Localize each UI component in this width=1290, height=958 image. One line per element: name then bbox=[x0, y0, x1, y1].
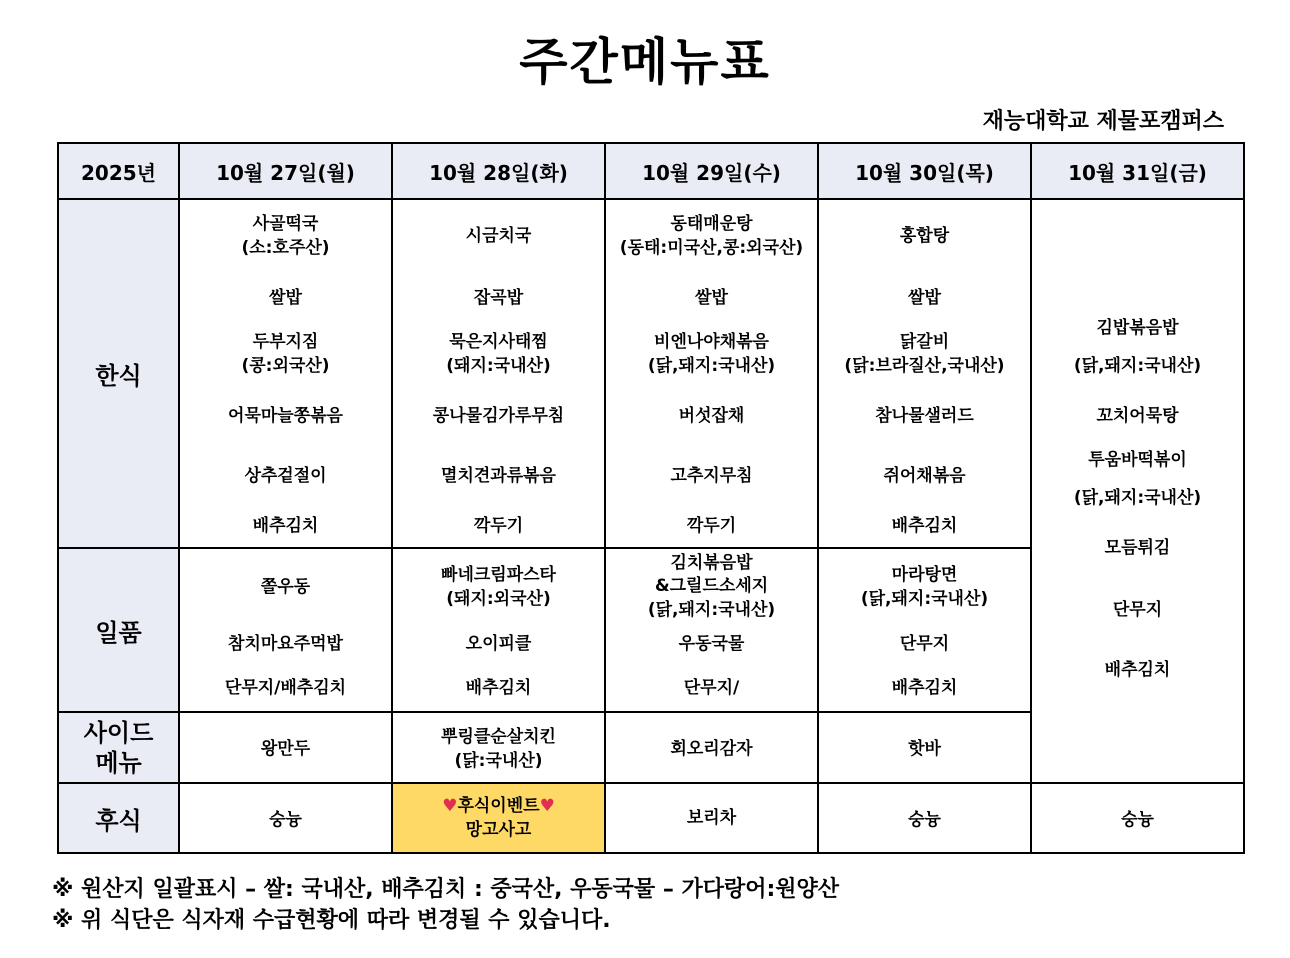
menu-item: 비엔나야채볶음 bbox=[654, 332, 769, 352]
menu-item: 깍두기 bbox=[473, 516, 524, 536]
menu-item: 우동국물 bbox=[678, 634, 745, 654]
menu-item: (돼지:외국산) bbox=[446, 589, 551, 609]
menu-item: 시금치국 bbox=[465, 226, 532, 246]
menu-item: 숭늉 bbox=[269, 810, 302, 830]
menu-item: (닭,돼지:국내산) bbox=[647, 356, 776, 376]
menu-item: 쌀밥 bbox=[908, 288, 941, 308]
menu-item: 멸치견과류볶음 bbox=[441, 466, 556, 486]
menu-item: 오이피클 bbox=[465, 634, 532, 654]
menu-item: (닭:국내산) bbox=[454, 751, 543, 771]
menu-item: 쫄우동 bbox=[260, 577, 311, 597]
korean-tue bbox=[392, 199, 605, 548]
menu-item: 어묵마늘쫑볶음 bbox=[228, 406, 343, 426]
dessert-row bbox=[58, 783, 1244, 853]
ilpum-tue bbox=[392, 548, 605, 712]
menu-item: 고추지무침 bbox=[670, 466, 753, 486]
origin-note: ※ 원산지 일괄표시 – 쌀: 국내산, 배추김치 : 중국산, 우동국물 – 가다랑어:원양산 bbox=[52, 877, 840, 902]
menu-item: 배추김치 bbox=[891, 516, 958, 536]
day-header-thu: 10월 30일(목) bbox=[818, 143, 1031, 199]
header-row bbox=[58, 143, 1244, 199]
menu-item: 잡곡밥 bbox=[473, 288, 524, 308]
menu-item: &그릴드소세지 bbox=[654, 576, 769, 596]
menu-item: 김밥볶음밥 bbox=[1096, 318, 1179, 338]
page-title: 주간메뉴표 bbox=[519, 33, 771, 91]
row-label-side bbox=[58, 712, 179, 783]
menu-item: 핫바 bbox=[908, 739, 941, 759]
day-header-fri: 10월 31일(금) bbox=[1031, 143, 1244, 199]
menu-item: 사골떡국 bbox=[252, 214, 319, 234]
menu-item: (닭,돼지:국내산) bbox=[647, 600, 776, 620]
menu-item: 홍합탕 bbox=[899, 226, 950, 246]
side-tue bbox=[392, 712, 605, 783]
menu-item: 닭갈비 bbox=[899, 332, 950, 352]
menu-item: 모듬튀김 bbox=[1104, 538, 1171, 558]
menu-item: 배추김치 bbox=[1104, 660, 1171, 680]
heart-icon: ♥ bbox=[442, 796, 458, 816]
dessert-fri bbox=[1031, 783, 1244, 853]
menu-item: 상추겉절이 bbox=[244, 466, 327, 486]
day-header-tue: 10월 28일(화) bbox=[392, 143, 605, 199]
dessert-wed bbox=[605, 783, 818, 853]
menu-item: 참치마요주먹밥 bbox=[228, 634, 343, 654]
menu-item: (소:호주산) bbox=[241, 238, 330, 258]
menu-item: 숭늉 bbox=[1121, 810, 1154, 830]
day-header-mon: 10월 27일(월) bbox=[179, 143, 392, 199]
menu-item: 동태매운탕 bbox=[670, 214, 753, 234]
row-label-side-line2: 메뉴 bbox=[95, 748, 142, 777]
ilpum-wed bbox=[605, 548, 818, 712]
event-label: 후식이벤트 bbox=[457, 796, 540, 816]
ilpum-thu bbox=[818, 548, 1031, 712]
menu-item: 두부지짐 bbox=[252, 332, 319, 352]
ilpum-mon bbox=[179, 548, 392, 712]
korean-wed bbox=[605, 199, 818, 548]
menu-item: (닭,돼지:국내산) bbox=[1073, 488, 1202, 508]
menu-item: 보리차 bbox=[686, 808, 737, 828]
dessert-mon bbox=[179, 783, 392, 853]
row-label-side-line1: 사이드 bbox=[83, 718, 154, 747]
korean-mon bbox=[179, 199, 392, 548]
event-item: 망고사고 bbox=[465, 820, 532, 840]
menu-item: 쌀밥 bbox=[695, 288, 728, 308]
day-header-wed: 10월 29일(수) bbox=[605, 143, 818, 199]
dessert-event-tue bbox=[392, 783, 605, 853]
change-note: ※ 위 식단은 식자재 수급현황에 따라 변경될 수 있습니다. bbox=[52, 908, 611, 933]
row-label-ilpum: 일품 bbox=[58, 548, 179, 712]
menu-item: 버섯잡채 bbox=[678, 406, 745, 426]
menu-item: 투움바떡볶이 bbox=[1088, 450, 1187, 470]
menu-item: (돼지:국내산) bbox=[446, 356, 551, 376]
menu-item: 배추김치 bbox=[465, 678, 532, 698]
menu-item: (닭,돼지:국내산) bbox=[860, 589, 989, 609]
menu-item: 참나물샐러드 bbox=[875, 406, 974, 426]
menu-item: 단무지/ bbox=[683, 678, 740, 698]
weekly-menu-table bbox=[57, 142, 1245, 854]
menu-item: 숭늉 bbox=[908, 810, 941, 830]
menu-item: 빠네크림파스타 bbox=[441, 565, 556, 585]
side-thu bbox=[818, 712, 1031, 783]
menu-item: 콩나물김가루무침 bbox=[432, 406, 565, 426]
menu-item: 김치볶음밥 bbox=[670, 553, 753, 573]
menu-item: 배추김치 bbox=[891, 678, 958, 698]
menu-item: 뿌링클순살치킨 bbox=[441, 727, 556, 747]
year-header: 2025년 bbox=[58, 143, 179, 199]
menu-item: 회오리감자 bbox=[670, 739, 753, 759]
row-label-dessert: 후식 bbox=[58, 783, 179, 853]
menu-item: (콩:외국산) bbox=[241, 356, 330, 376]
dessert-thu bbox=[818, 783, 1031, 853]
menu-item: 쥐어채볶음 bbox=[883, 466, 966, 486]
korean-thu bbox=[818, 199, 1031, 548]
menu-item: 단무지 bbox=[899, 634, 950, 654]
menu-item: 쌀밥 bbox=[269, 288, 302, 308]
korean-row bbox=[58, 199, 1244, 548]
row-label-korean: 한식 bbox=[58, 199, 179, 548]
menu-item: (동태:미국산,콩:외국산) bbox=[619, 238, 804, 258]
event-title bbox=[393, 794, 604, 818]
menu-item: 배추김치 bbox=[252, 516, 319, 536]
campus-name: 재능대학교 제물포캠퍼스 bbox=[982, 109, 1224, 134]
heart-icon: ♥ bbox=[539, 796, 555, 816]
menu-item: 단무지 bbox=[1112, 600, 1163, 620]
menu-item: 묵은지사태찜 bbox=[449, 332, 548, 352]
menu-item: (닭:브라질산,국내산) bbox=[844, 356, 1005, 376]
menu-item: 꼬치어묵탕 bbox=[1096, 406, 1179, 426]
menu-item: (닭,돼지:국내산) bbox=[1073, 356, 1202, 376]
side-mon bbox=[179, 712, 392, 783]
menu-item: 단무지/배추김치 bbox=[224, 678, 347, 698]
menu-item: 마라탕면 bbox=[891, 565, 958, 585]
side-wed bbox=[605, 712, 818, 783]
friday-menu bbox=[1031, 199, 1244, 783]
menu-item: 왕만두 bbox=[260, 739, 311, 759]
menu-item: 깍두기 bbox=[686, 516, 737, 536]
